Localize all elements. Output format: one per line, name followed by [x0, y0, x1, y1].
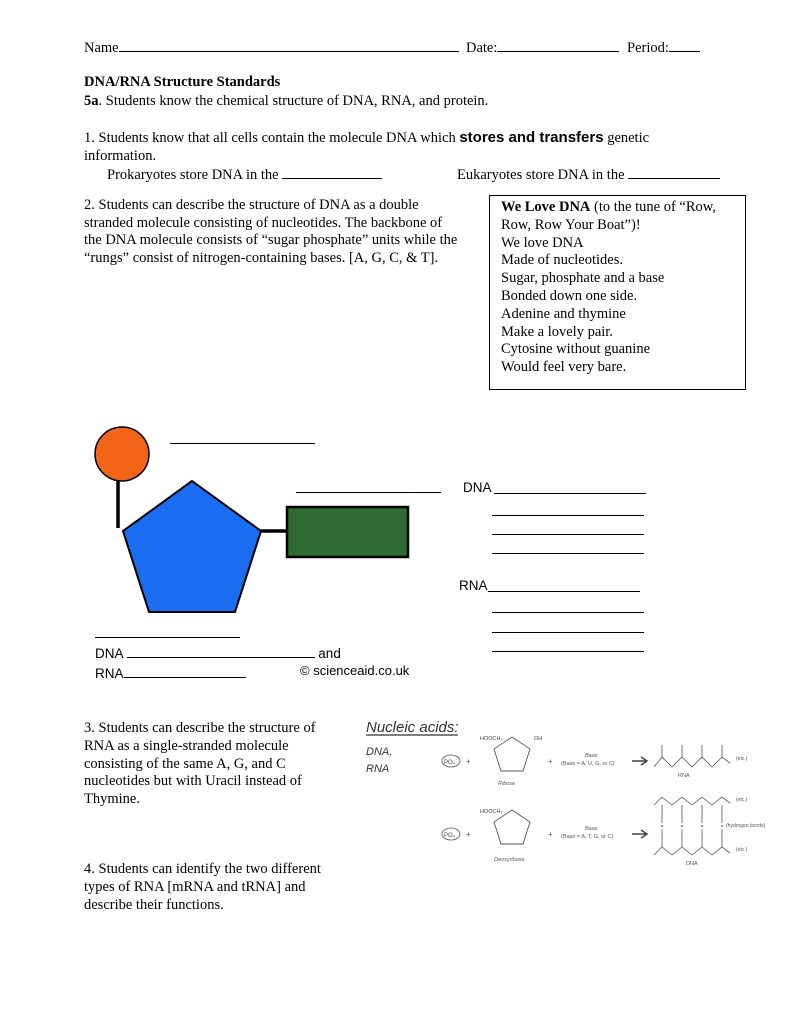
ribose-caption: Ribose	[498, 781, 516, 787]
side-dna-blank-4[interactable]	[492, 553, 644, 554]
po4-label-dna: PO₄	[444, 833, 456, 839]
poem-line: Make a lovely pair.	[501, 323, 613, 340]
page-title: DNA/RNA Structure Standards	[84, 74, 281, 90]
side-dna-label: DNA	[463, 480, 492, 495]
phosphate-circle	[95, 427, 149, 481]
poem-line: Adenine and thymine	[501, 305, 626, 322]
prokaryotes-label: Prokaryotes store DNA in the	[107, 167, 279, 183]
item1-emphasis: stores and transfers	[459, 129, 604, 146]
dna-caption: DNA	[686, 861, 698, 867]
arrow-dna-icon	[632, 830, 647, 838]
poem-line: Bonded down one side.	[501, 287, 638, 304]
side-dna-blank-1[interactable]	[494, 493, 646, 494]
poem-line: Sugar, phosphate and a base	[501, 270, 665, 287]
base-blank[interactable]	[296, 492, 441, 493]
item2-line: the DNA molecule consists of “sugar phosphate” units while the	[84, 232, 458, 249]
arrow-rna-icon	[632, 757, 647, 765]
poem-title: We Love DNA	[501, 199, 591, 215]
rna-strand	[654, 757, 730, 767]
deoxyribose-caption: Deoxyribose	[494, 857, 525, 863]
po4-label-rna: PO₄	[444, 760, 456, 766]
poem-subtitle-2: Row, Row Your Boat”)!	[501, 216, 641, 233]
hydrogen-bonds-label: (hydrogen bonds)	[726, 823, 766, 829]
item3-line: 3. Students can describe the structure of	[84, 720, 316, 736]
diagram-rna-row	[95, 663, 246, 683]
side-rna-label: RNA	[459, 578, 488, 593]
dna-base-pairs	[662, 805, 722, 847]
diagram-dna-row	[95, 643, 341, 663]
base-dna: (Base = A, T, G, or C)	[561, 834, 614, 840]
base-rna: (Base = A, U, G, or C)	[561, 761, 615, 767]
rna-caption: RNA	[678, 773, 690, 779]
standard-text: . Students know the chemical structure of DNA, RNA, and protein.	[98, 93, 489, 109]
dna-strand-top	[654, 797, 730, 805]
etc-dna-bottom: (etc.)	[736, 847, 748, 853]
item4-line: types of RNA [mRNA and tRNA] and	[84, 878, 306, 895]
diagram-dna-label: DNA	[95, 646, 123, 661]
diagram-rna-blank[interactable]	[124, 663, 246, 678]
rna-bases	[662, 745, 722, 757]
poem-line: Made of nucleotides.	[501, 252, 624, 269]
name-label: Name	[84, 40, 119, 56]
nucleic-acids-figure	[360, 715, 766, 885]
item3-line: Thymine.	[84, 791, 140, 808]
item1-suffix: genetic	[603, 130, 650, 146]
etc-rna: (etc.)	[736, 756, 748, 762]
poem-line: We love DNA	[501, 234, 584, 251]
etc-dna-top: (etc.)	[736, 797, 748, 803]
phosphate-blank[interactable]	[170, 443, 315, 444]
side-rna-blank-1[interactable]	[488, 591, 640, 592]
nucleic-dna-label: DNA,	[366, 746, 393, 758]
item2-line: 2. Students can describe the structure of DNA as a double	[84, 197, 419, 213]
sugar-blank[interactable]	[95, 637, 240, 638]
side-dna-blank-3[interactable]	[492, 534, 644, 535]
hooch2-dna: HOOCH₂	[480, 809, 503, 815]
standard-code: 5a	[84, 93, 99, 109]
side-rna-blank-3[interactable]	[492, 632, 644, 633]
item3-line: nucleotides but with Uracil instead of	[84, 773, 302, 790]
hydrogen-bond-dots	[661, 825, 723, 827]
base-word-dna: Base	[585, 826, 598, 832]
plus-rna-2: +	[548, 757, 553, 766]
item3-line: consisting of the same A, G, and C	[84, 755, 286, 772]
item1-line2: information.	[84, 148, 157, 164]
eukaryotes-label: Eukaryotes store DNA in the	[457, 167, 625, 183]
period-label: Period:	[627, 40, 669, 56]
plus-dna-1: +	[466, 830, 471, 839]
base-rectangle	[287, 507, 408, 557]
side-dna-blank-2[interactable]	[492, 515, 644, 516]
diagram-rna-label: RNA	[95, 666, 124, 681]
plus-dna-2: +	[548, 830, 553, 839]
poem-line: Would feel very bare.	[501, 359, 627, 376]
item4-line: 4. Students can identify the two different	[84, 861, 321, 877]
item4-line: describe their functions.	[84, 896, 224, 913]
sugar-pentagon	[123, 481, 261, 612]
diagram-dna-blank[interactable]	[127, 643, 315, 658]
item3-line: RNA as a single-stranded molecule	[84, 737, 289, 754]
deoxyribose-ring	[494, 810, 530, 844]
side-rna-blank-2[interactable]	[492, 612, 644, 613]
side-rna-blank-4[interactable]	[492, 651, 644, 652]
date-label: Date:	[466, 40, 498, 56]
ribose-ring	[494, 737, 530, 771]
poem-subtitle-1: (to the tune of “Row,	[590, 199, 716, 215]
nucleic-rna-label: RNA	[366, 763, 390, 775]
item1-prefix: 1. Students know that all cells contain the molecule DNA which	[84, 130, 460, 146]
hooch2-rna: HOOCH₂	[480, 736, 503, 742]
item2-line: stranded molecule consisting of nucleotides. The backbone of	[84, 214, 443, 231]
item2-line: “rungs” consist of nitrogen-containing bases. [A, G, C, & T].	[84, 249, 439, 266]
item4-paragraph	[84, 861, 321, 914]
plus-rna-1: +	[466, 757, 471, 766]
diagram-and-label: and	[318, 646, 341, 661]
diagram-credit: © scienceaid.co.uk	[300, 663, 410, 678]
dna-strand-bottom	[654, 847, 730, 855]
oh-rna: OH	[534, 736, 543, 742]
item3-paragraph	[84, 720, 316, 809]
poem-line: Cytosine without guanine	[501, 341, 651, 358]
base-word-rna: Base	[585, 753, 598, 759]
nucleic-title: Nucleic acids:	[366, 719, 459, 736]
